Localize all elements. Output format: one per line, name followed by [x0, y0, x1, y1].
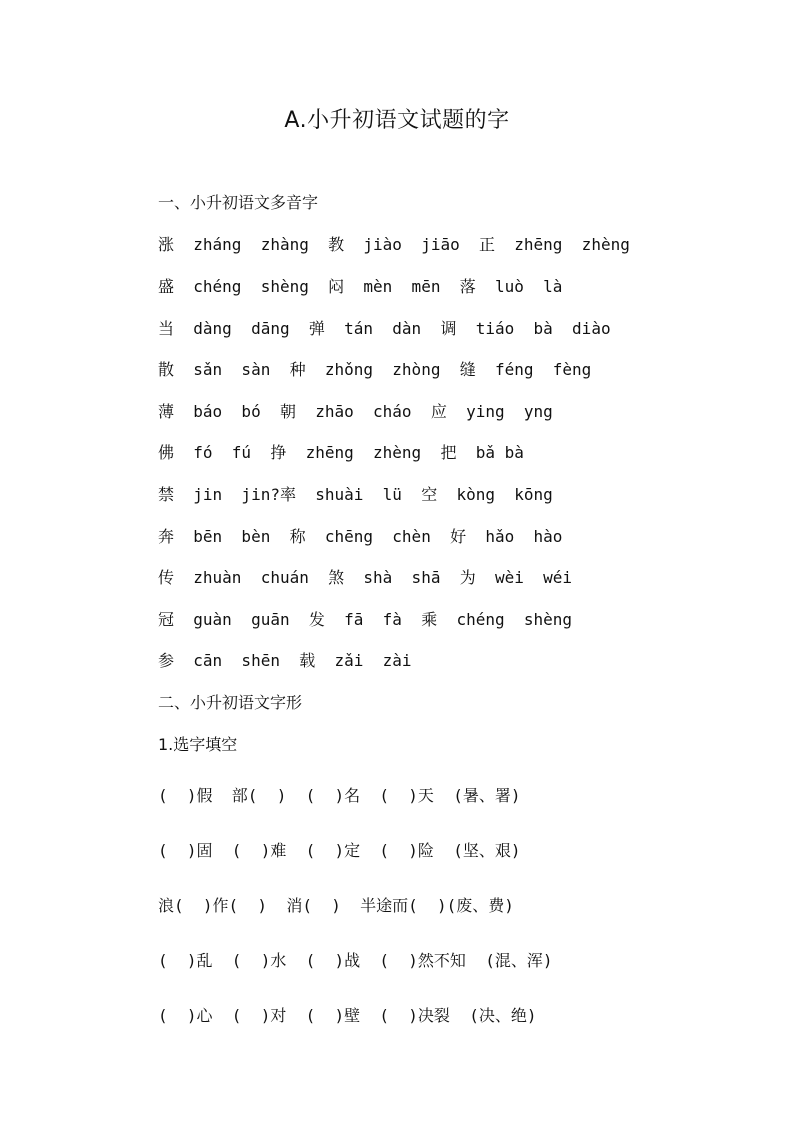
page-title: A.小升初语文试题的字	[284, 108, 510, 133]
section-heading-glyphs: 二、小升初语文字形	[158, 693, 303, 712]
polyphonic-line-7: 禁 jin jin?率 shuài lü 空 kòng kōng	[158, 485, 553, 504]
fill-blank-line-4: ( )乱 ( )水 ( )战 ( )然不知 (混、浑)	[158, 951, 553, 970]
polyphonic-line-10: 冠 guàn guān 发 fā fà 乘 chéng shèng	[158, 610, 573, 629]
polyphonic-line-3: 当 dàng dāng 弹 tán dàn 调 tiáo bà diào	[158, 319, 611, 338]
polyphonic-line-5: 薄 báo bó 朝 zhāo cháo 应 ying yng	[158, 402, 553, 421]
fill-blank-line-2: ( )固 ( )难 ( )定 ( )险 (坚、艰)	[158, 841, 521, 860]
polyphonic-line-9: 传 zhuàn chuán 煞 shà shā 为 wèi wéi	[158, 568, 573, 587]
fill-blank-line-5: ( )心 ( )对 ( )壁 ( )决裂 (决、绝)	[158, 1006, 537, 1025]
polyphonic-line-1: 涨 zháng zhàng 教 jiào jiāo 正 zhēng zhèng	[158, 235, 630, 254]
polyphonic-line-8: 奔 bēn bèn 称 chēng chèn 好 hǎo hào	[158, 527, 563, 546]
subheading-fill-blank: 1.选字填空	[158, 735, 238, 754]
polyphonic-line-6: 佛 fó fú 挣 zhēng zhèng 把 bǎ bà	[158, 443, 524, 462]
section-heading-polyphonic: 一、小升初语文多音字	[158, 193, 319, 212]
polyphonic-line-2: 盛 chéng shèng 闷 mèn mēn 落 luò là	[158, 277, 563, 296]
polyphonic-line-4: 散 sǎn sàn 种 zhǒng zhòng 缝 féng fèng	[158, 360, 592, 379]
fill-blank-line-1: ( )假 部( ) ( )名 ( )天 (暑、署)	[158, 786, 521, 805]
polyphonic-line-11: 参 cān shēn 载 zǎi zài	[158, 651, 412, 670]
fill-blank-line-3: 浪( )作( ) 消( ) 半途而( )(废、费)	[158, 896, 514, 915]
